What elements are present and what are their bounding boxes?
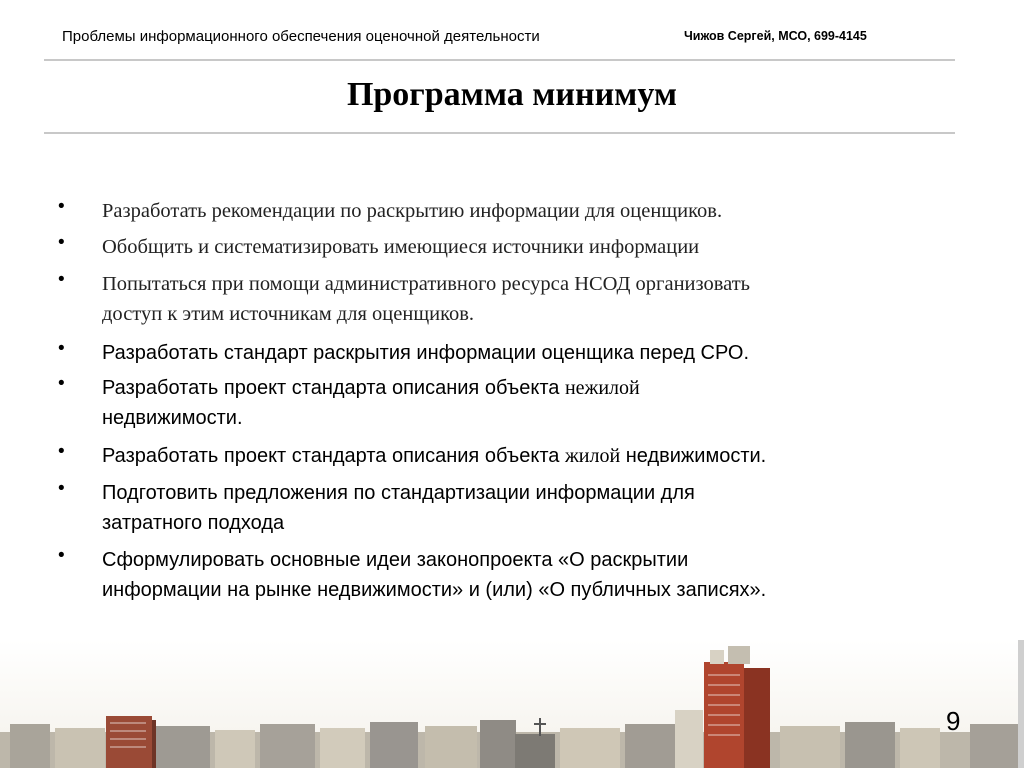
bullet-text [102,373,972,433]
bullet-line: доступ к этим источникам для оценщиков. [102,303,475,325]
bullet-marker: • [58,232,65,253]
bullet-text [102,478,972,538]
header-title: Проблемы информационного обеспечения оценочной деятельности [62,28,540,45]
bullet-line: недвижимости. [620,445,767,467]
slide-title: Программа минимум [346,76,678,113]
bullet-marker: • [58,269,65,290]
bullet-marker: • [58,545,65,566]
bullet-line: информации на рынке недвижимости» и (или) «О публичных записях». [102,579,767,601]
bullet-line: Сформулировать основные идеи законопроекта «О раскрытии [102,549,689,571]
bullet-marker: • [58,373,65,394]
title-divider [44,132,955,134]
header-divider [44,59,955,61]
bullet-line: Подготовить предложения по стандартизации информации для [102,482,695,504]
city-skyline-icon [0,640,1024,768]
bullet-marker: • [58,338,65,359]
bullet-text [102,545,972,605]
bullet-text [102,441,972,471]
bullet-text [102,269,972,329]
bullet-marker: • [58,478,65,499]
header-author: Чижов Сергей, МСО, 699-4145 [684,29,867,43]
bullet-line: недвижимости. [102,407,243,429]
slide-number: 9 [946,706,961,736]
bullet-line: затратного подхода [102,512,285,534]
bullet-line: Разработать проект стандарта описания объекта [102,445,565,467]
bullet-line: Попытаться при помощи административного ресурса НСОД организовать [102,273,751,295]
bullet-marker: • [58,196,65,217]
bullet-text: Разработать рекомендации по раскрытию информации для оценщиков. [102,200,723,222]
bullet-emphasis: жилой [564,445,621,467]
bullet-text: Обобщить и систематизировать имеющиеся источники информации [102,236,700,258]
bullet-text: Разработать стандарт раскрытия информации оценщика перед СРО. [102,342,750,364]
bullet-line: Разработать проект стандарта описания объекта [102,377,565,399]
bullet-marker: • [58,441,65,462]
bullet-emphasis: нежилой [564,377,640,399]
